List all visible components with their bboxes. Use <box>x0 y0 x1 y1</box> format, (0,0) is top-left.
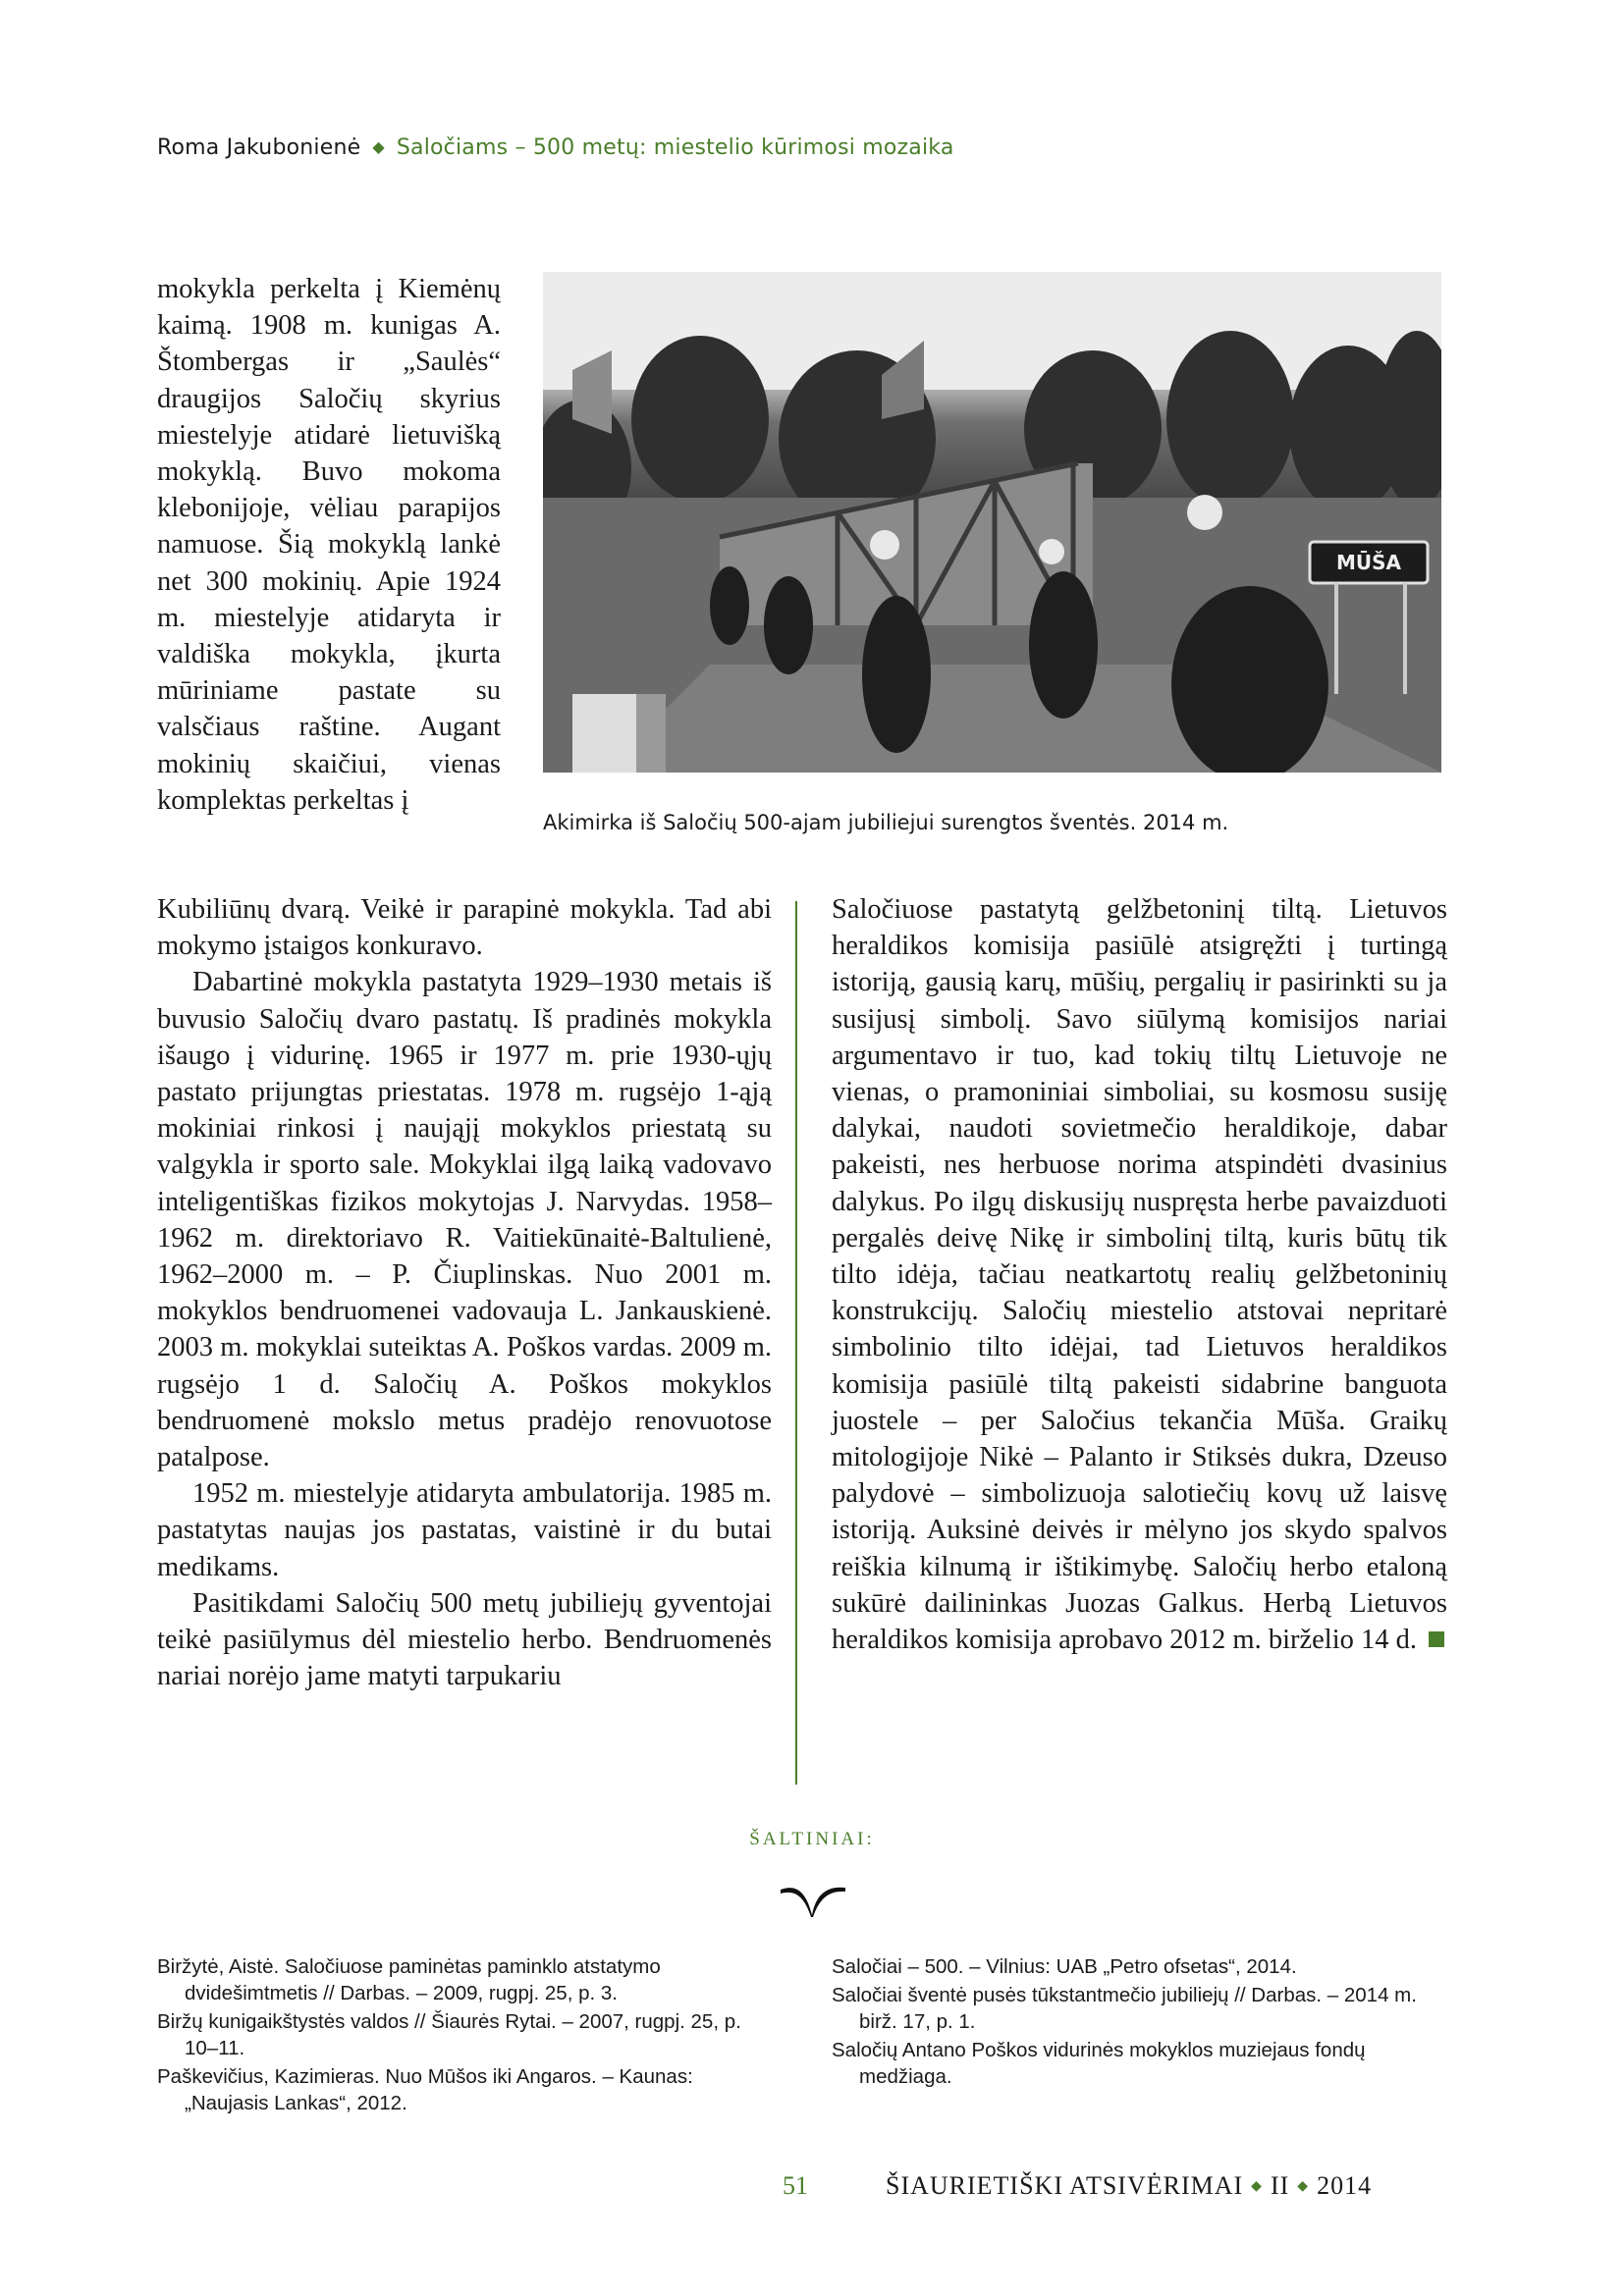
photo-illustration <box>543 272 1441 773</box>
journal-year: 2014 <box>1317 2171 1373 2200</box>
right-column <box>832 891 1447 1658</box>
journal-issue: II <box>1270 2171 1290 2200</box>
sources-heading: ŠALTINIAI: <box>749 1829 875 1849</box>
bridge-pillar <box>572 694 636 773</box>
diamond-separator-icon: ◆ <box>1297 2179 1310 2194</box>
left-column <box>157 891 772 1694</box>
article-title: Saločiams – 500 metų: miestelio kūrimosi mozaika <box>396 135 954 160</box>
paragraph: Pasitikdami Saločių 500 metų jubiliejų gyventojai teikė pasiūlymus dėl miestelio herbo. Bendruomenės nariai norėjo jame matyti tarpukariu <box>157 1587 772 1692</box>
end-of-article-square-icon <box>1429 1631 1444 1647</box>
left-top-text-block <box>157 271 501 819</box>
author-name: Roma Jakubonienė <box>157 135 361 160</box>
journal-name: ŠIAURIETIŠKI ATSIVĖRIMAI <box>886 2171 1244 2200</box>
paragraph-text: Saločiuose pastatytą gelžbetoninį tiltą. Lietuvos heraldikos komisija pasiūlė atsigręžti į turtingą istoriją, gausią karų, mūšių, pergalių ir pasirinkti su ja susijusį simbolį. Savo siūlymą komisijos nariai argumentavo ir tuo, kad tokių tiltų Lietuvoje ne vienas, o pramoniniai simboliai, su kosmosu susiję dalykai, naudoti sovietmečio heraldikoje, dabar pakeisti, nes herbuose norima atspindėti dvasinius dalykus. Po ilgų diskusijų nuspręsta herbe pavaizduoti pergalės deivę Nikę ir simbolinį tiltą, kuris būtų tik tilto idėja, tačiau neatkartotų realių gelžbetoninių konstrukcijų. Saločių miestelio atstovai nepritarė simbolinio tilto idėjai, tad Lietuvos heraldikos komisija pasiūlė tiltą pakeisti sidabrine banguota juostele – per Saločius tekančia Mūša. Graikų mitologijoje Nikė – Palanto ir Stiksės dukra, Dzeuso palydovė – simbolizuoja salotiečių kovų už laisvę istoriją. Auksinė deivės ir mėlyno jos skydo spalvos reiškia kilnumą ir ištikimybę. Saločių herbo etaloną sukūrė dailininkas Juozas Galkus. Herbą Lietuvos heraldikos komisija aprobavo 2012 m. birželio 14 d. <box>832 894 1447 1656</box>
reference-item: Saločiai šventė pusės tūkstantmečio jubiliejų // Darbas. – 2014 m. birž. 17, p. 1. <box>832 1984 1417 2033</box>
reference-item: Paškevičius, Kazimieras. Nuo Mūšos iki Angaros. – Kaunas: „Naujasis Lankas“, 2012. <box>157 2065 693 2114</box>
running-header <box>157 135 954 160</box>
diamond-separator-icon: ◆ <box>372 137 385 156</box>
paragraph <box>832 891 1447 1658</box>
reference-item: Saločiai – 500. – Vilnius: UAB „Petro ofsetas“, 2014. <box>832 1955 1297 1978</box>
page-number: 51 <box>783 2171 808 2200</box>
sources-list-left <box>157 1953 776 2118</box>
reference-item: Biržytė, Aistė. Saločiuose paminėtas paminklo atstatymo dvidešimtmetis // Darbas. – 2009, rugpj. 25, p. 3. <box>157 1955 661 2004</box>
photo-motorcycle-parade <box>543 272 1441 773</box>
paragraph: Dabartinė mokykla pastatyta 1929–1930 metais iš buvusio Saločių dvaro pastatų. Iš pradinės mokykla išaugo į vidurinę. 1965 ir 1977 m. prie 1930-ųjų pastato prijungtas priestatas. 1978 m. rugsėjo 1-ąją mokiniai rinkosi į naująjį mokyklos priestatą su valgykla ir sporto sale. Mokyklai ilgą laiką vadovavo inteligentiškas fizikos mokytojas J. Narvydas. 1958–1962 m. direktoriavo R. Vaitiekūnaitė-Baltulienė, 1962–2000 m. – P. Čiuplinskas. Nuo 2001 m. mokyklos bendruomenei vadovauja L. Jankauskienė. 2003 m. mokyklai suteiktas A. Poškos vardas. 2009 m. rugsėjo 1 d. Saločių A. Poškos mokyklos bendruomenė mokslo metus pradėjo renovuotose patalpose. <box>157 967 772 1473</box>
sign-text: MŪŠA <box>1335 551 1402 574</box>
ornament-swash-icon <box>779 1882 847 1917</box>
photo-caption: Akimirka iš Saločių 500-ajam jubiliejui surengtos šventės. 2014 m. <box>543 811 1229 834</box>
paragraph: mokykla perkelta į Kiemėnų kaimą. 1908 m. kunigas A. Štombergas ir „Saulės“ draugijos Saločių skyrius miestelyje atidarė lietuvišką mokyklą. Buvo mokoma klebonijoje, vėliau parapijos namuose. Šią mokyklą lankė net 300 mokinių. Apie 1924 m. miestelyje atidaryta ir valdiška mokykla, įkurta mūriniame pastate su valsčiaus raštine. Augant mokinių skaičiui, vienas komplektas perkeltas į <box>157 274 501 816</box>
paragraph: Kubiliūnų dvarą. Veikė ir parapinė mokykla. Tad abi mokymo įstaigos konkuravo. <box>157 894 772 962</box>
sources-list-right <box>832 1953 1450 2092</box>
paragraph: 1952 m. miestelyje atidaryta ambulatorija. 1985 m. pastatytas naujas jos pastatas, vaistinė ir du butai medikams. <box>157 1478 772 1582</box>
reference-item: Biržų kunigaikštystės valdos // Šiaurės Rytai. – 2007, rugpj. 25, p. 10–11. <box>157 2010 741 2059</box>
diamond-separator-icon: ◆ <box>1251 2179 1263 2194</box>
column-divider <box>795 901 797 1785</box>
reference-item: Saločių Antano Poškos vidurinės mokyklos muziejaus fondų medžiaga. <box>832 2039 1366 2088</box>
journal-footer <box>886 2171 1372 2201</box>
